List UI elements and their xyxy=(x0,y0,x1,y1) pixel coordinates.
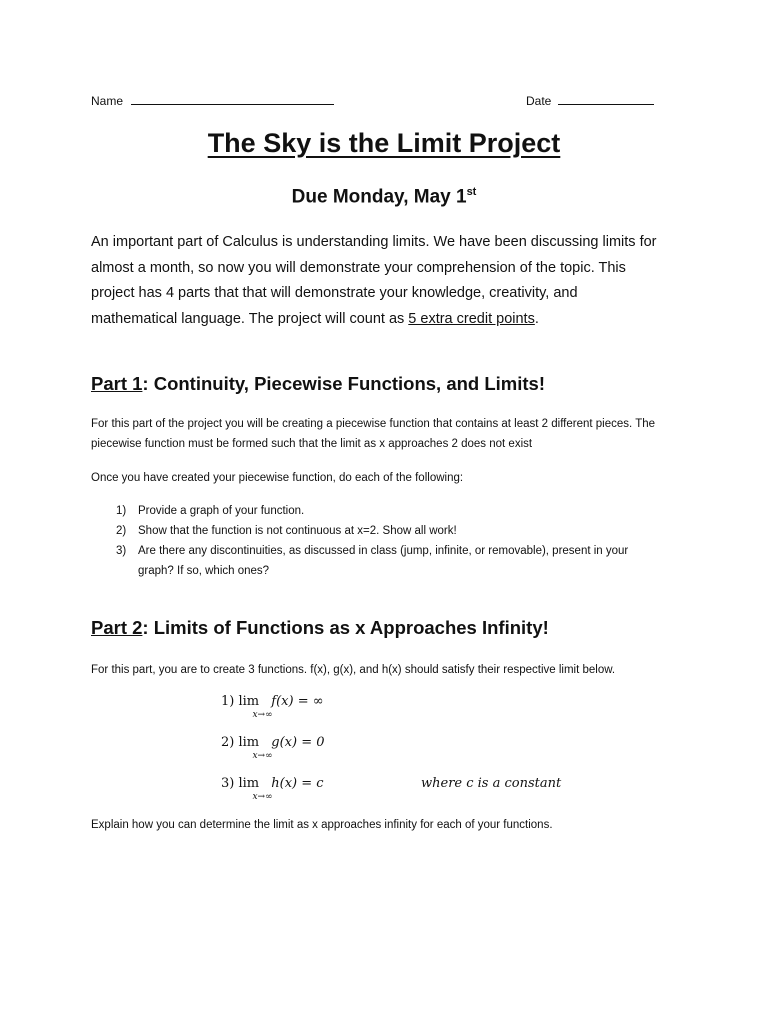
due-date-superscript: st xyxy=(466,186,477,198)
list-item-number: 2) xyxy=(116,525,127,537)
lim-subscript: x→∞ xyxy=(252,751,273,761)
list-item-number: 3) xyxy=(116,545,127,557)
intro-paragraph xyxy=(91,230,661,332)
date-blank-line xyxy=(558,93,654,105)
list-item-text: Provide a graph of your function. xyxy=(138,505,305,517)
limit-expression-3 xyxy=(221,776,324,802)
limit-expression: g(x) = 0 xyxy=(271,735,325,750)
extra-credit-points: 5 extra credit points xyxy=(408,310,535,327)
lim-operator xyxy=(238,694,273,720)
lim-operator xyxy=(238,735,273,761)
date-label: Date xyxy=(526,94,552,108)
name-field xyxy=(91,93,334,108)
lim-subscript: x→∞ xyxy=(252,710,273,720)
project-title: The Sky is the Limit Project xyxy=(207,128,561,158)
part1-label: Part 1 xyxy=(91,373,143,394)
due-date xyxy=(0,186,768,208)
limit-expression: f(x) = ∞ xyxy=(271,694,324,709)
part1-task-list xyxy=(91,501,691,581)
limit-expression: h(x) = c xyxy=(271,776,324,791)
list-item xyxy=(91,541,691,581)
part1-instruction: Once you have created your piecewise function, do each of the following: xyxy=(91,472,464,484)
part2-title: : Limits of Functions as x Approaches Infinity! xyxy=(142,617,549,638)
list-item-text: Show that the function is not continuous at x=2. Show all work! xyxy=(138,525,457,537)
list-item xyxy=(91,501,691,521)
list-item xyxy=(91,521,691,541)
part2-heading xyxy=(91,617,549,639)
part2-label: Part 2 xyxy=(91,617,143,638)
part2-description: For this part, you are to create 3 functions. f(x), g(x), and h(x) should satisfy their respective limit below. xyxy=(91,664,616,676)
list-item-text: Are there any discontinuities, as discussed in class (jump, infinite, or removable), present in your graph? If so, which ones? xyxy=(138,545,629,577)
intro-period: . xyxy=(534,310,539,327)
intro-text: An important part of Calculus is understanding limits. We have been discussing limits for almost a month, so now you will demonstrate your comprehension of the topic. This project has 4 parts that that will demonstrate your knowledge, creativity, and mathematical language. The project will count as xyxy=(91,234,657,327)
lim-text: lim xyxy=(238,735,260,750)
limit-number: 1) xyxy=(221,694,235,709)
lim-subscript: x→∞ xyxy=(252,792,273,802)
due-date-text: Due Monday, May 1 xyxy=(291,186,467,208)
lim-operator xyxy=(238,776,273,802)
list-item-number: 1) xyxy=(116,505,127,517)
lim-text: lim xyxy=(238,776,260,791)
name-blank-line xyxy=(131,93,334,105)
limit-number: 2) xyxy=(221,735,235,750)
limit-expression-2 xyxy=(221,735,325,761)
name-label: Name xyxy=(91,94,124,108)
date-field xyxy=(526,93,654,108)
part2-explain-instruction: Explain how you can determine the limit as x approaches infinity for each of your functions. xyxy=(91,819,553,831)
limit-number: 3) xyxy=(221,776,235,791)
part1-heading xyxy=(91,373,545,395)
limit-expression-1 xyxy=(221,694,324,720)
constant-note: where c is a constant xyxy=(421,776,562,791)
part1-description: For this part of the project you will be creating a piecewise function that contains at least 2 different pieces. The piecewise function must be formed such that the limit as x approaches 2 does not exist xyxy=(91,418,656,450)
lim-text: lim xyxy=(238,694,260,709)
part1-title: : Continuity, Piecewise Functions, and Limits! xyxy=(142,373,546,394)
